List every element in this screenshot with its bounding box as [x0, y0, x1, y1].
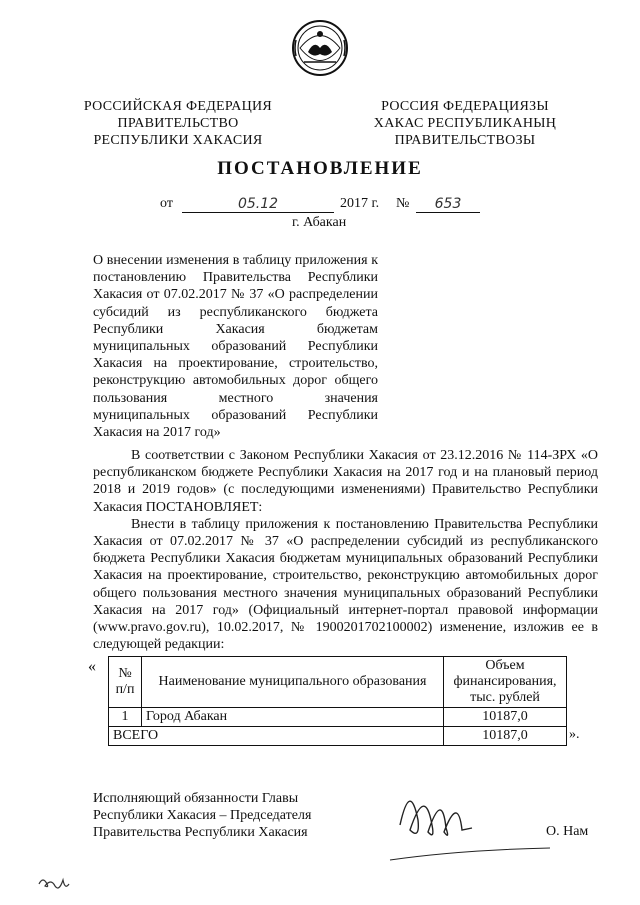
header-right-line: ХАКАС РЕСПУБЛИКАНЫҢ	[373, 116, 557, 131]
header-left-line: РЕСПУБЛИКИ ХАКАСИЯ	[93, 133, 263, 148]
handwritten-signature	[380, 770, 560, 870]
signatory-position	[93, 790, 311, 842]
date-prefix: от	[160, 196, 173, 211]
header-left-line: ПРАВИТЕЛЬСТВО	[117, 116, 239, 131]
table-total-row	[109, 727, 567, 746]
row-name: Город Абакан	[142, 708, 444, 727]
header-left-block	[78, 98, 278, 149]
number-handwritten: 653	[416, 196, 480, 213]
document-title: ПОСТАНОВЛЕНИЕ	[217, 158, 423, 179]
year-suffix: 2017 г.	[340, 196, 380, 211]
header-right-block	[360, 98, 570, 149]
header-left-line: РОССИЙСКАЯ ФЕДЕРАЦИЯ	[83, 99, 273, 114]
city-label: г. Абакан	[292, 215, 347, 230]
financing-table	[108, 656, 567, 746]
subject-text: О внесении изменения в таблицу приложения к постановлению Правительства Республики Хакасия от 07.02.2017 № 37 «О распределении субсидий из республиканского бюджета Республики Хакасия бюджетам муниципальных образований Республики Хакасия на проектирование, строительство, реконструкцию автомобильных дорог общего пользования местного значения муниципальных образований Республики Хакасия на 2017 год»	[93, 253, 378, 441]
date-handwritten: 05.12	[182, 196, 334, 213]
body-paragraph: Внести в таблицу приложения к постановлению Правительства Республики Хакасия от 07.02.2017 № 37 «О распределении субсидий из республиканского бюджета Республики Хакасия бюджетам муниципальных образований Республики Хакасия на проектирование, строительство, реконструкцию автомобильных дорог общего пользования местного значения муниципальных образований Республики Хакасия на 2017 год» (Официальный интернет-портал правовой информации (www.pravo.gov.ru), 10.02.2017, № 1900201702100002) изменение, изложив ее в следующей редакции:	[93, 516, 598, 653]
row-number: 1	[109, 708, 142, 727]
signatory-line: Исполняющий обязанности Главы	[93, 791, 299, 806]
total-label: ВСЕГО	[109, 727, 444, 746]
row-amount: 10187,0	[444, 708, 567, 727]
header-name: Наименование муниципального образования	[142, 657, 444, 708]
quote-open-mark: «	[88, 658, 96, 675]
body-text	[93, 447, 598, 653]
table-row	[109, 708, 567, 727]
signatory-line: Правительства Республики Хакасия	[93, 825, 308, 841]
table-header-row	[109, 657, 567, 708]
signatory-name: О. Нам	[546, 824, 589, 839]
quote-close-mark: ».	[569, 727, 580, 742]
handwritten-mark	[35, 870, 75, 895]
header-right-line: ПРАВИТЕЛЬСТВОЗЫ	[394, 133, 536, 148]
total-amount: 10187,0	[444, 727, 567, 746]
header-right-line: РОССИЯ ФЕДЕРАЦИЯЗЫ	[381, 99, 549, 114]
coat-of-arms-emblem	[290, 18, 350, 78]
body-paragraph: В соответствии с Законом Республики Хакасия от 23.12.2016 № 114-ЗРХ «О республиканском бюджете Республики Хакасия на 2017 год и на плановый период 2018 и 2019 годов» (с последующими изменениями) Правительство Республики Хакасия ПОСТАНОВЛЯЕТ:	[93, 448, 598, 515]
header-number: № п/п	[109, 657, 142, 708]
number-sign: №	[396, 196, 410, 211]
header-amount: Объем финансирования, тыс. рублей	[444, 657, 567, 708]
signatory-line: Республики Хакасия – Председателя	[93, 808, 312, 824]
